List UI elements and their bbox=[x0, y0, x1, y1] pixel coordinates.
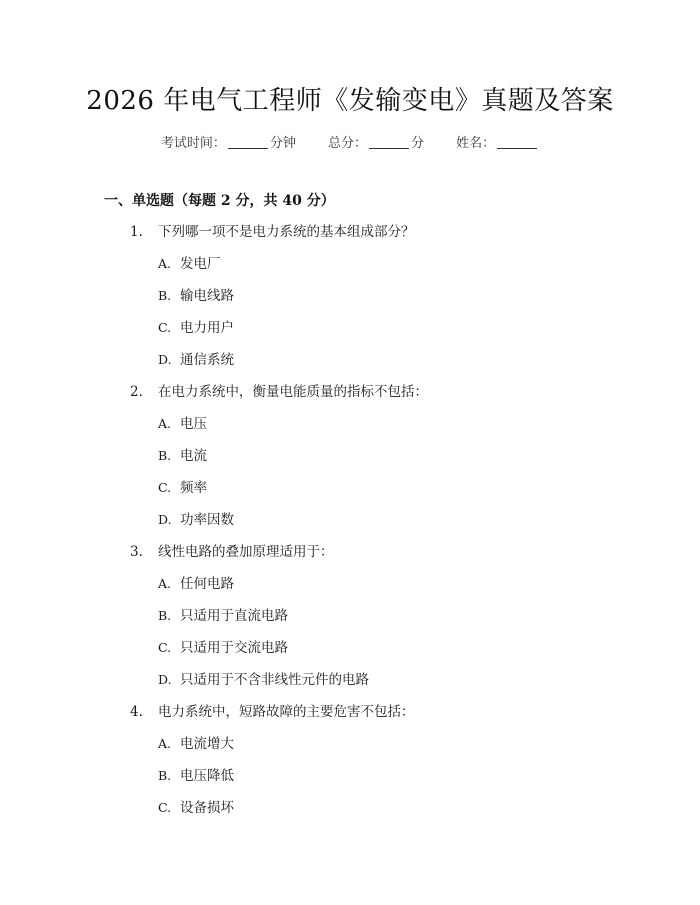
answer-option bbox=[0, 476, 700, 508]
score-label: 总分： bbox=[327, 136, 367, 151]
answer-option bbox=[0, 604, 700, 636]
time-blank bbox=[228, 135, 268, 149]
option-letter: B. bbox=[158, 448, 172, 463]
option-letter: A. bbox=[158, 256, 172, 271]
question-text: 线性电路的叠加原理适用于： bbox=[158, 544, 334, 560]
option-letter: C. bbox=[158, 320, 172, 335]
option-text: 只适用于交流电路 bbox=[180, 640, 288, 656]
time-label: 考试时间： bbox=[160, 136, 226, 151]
option-text: 功率因数 bbox=[180, 512, 234, 528]
option-text: 只适用于直流电路 bbox=[180, 608, 288, 624]
option-text: 只适用于不含非线性元件的电路 bbox=[180, 672, 369, 688]
answer-option bbox=[0, 508, 700, 540]
score-blank bbox=[369, 135, 409, 149]
option-text: 通信系统 bbox=[180, 352, 234, 368]
question-list bbox=[0, 220, 700, 828]
option-letter: A. bbox=[158, 576, 172, 591]
answer-option bbox=[0, 764, 700, 796]
score-field bbox=[328, 132, 424, 151]
answer-option bbox=[0, 348, 700, 380]
question-number: 2. bbox=[130, 384, 143, 400]
question-text: 下列哪一项不是电力系统的基本组成部分？ bbox=[158, 224, 415, 240]
option-letter: D. bbox=[158, 352, 172, 367]
option-letter: C. bbox=[158, 480, 172, 495]
option-letter: D. bbox=[158, 512, 172, 527]
option-text: 电压 bbox=[180, 416, 207, 432]
answer-option bbox=[0, 284, 700, 316]
question-stem bbox=[0, 220, 700, 252]
answer-option bbox=[0, 572, 700, 604]
score-unit: 分 bbox=[411, 136, 425, 151]
option-text: 电流 bbox=[180, 448, 207, 464]
question-stem bbox=[0, 380, 700, 412]
name-field bbox=[456, 132, 539, 151]
question-number: 4. bbox=[130, 704, 143, 720]
exam-meta bbox=[0, 132, 700, 151]
option-letter: A. bbox=[158, 736, 172, 751]
question-number: 3. bbox=[130, 544, 143, 560]
name-blank bbox=[497, 135, 537, 149]
question-text: 电力系统中，短路故障的主要危害不包括： bbox=[158, 704, 415, 720]
time-field bbox=[161, 132, 296, 151]
option-text: 频率 bbox=[180, 480, 207, 496]
option-text: 电力用户 bbox=[180, 320, 234, 336]
question-stem bbox=[0, 540, 700, 572]
answer-option bbox=[0, 444, 700, 476]
option-letter: B. bbox=[158, 608, 172, 623]
answer-option bbox=[0, 252, 700, 284]
section-title: 一、单选题（每题 2 分，共 40 分） bbox=[104, 193, 335, 209]
option-letter: D. bbox=[158, 672, 172, 687]
option-text: 电流增大 bbox=[180, 736, 234, 752]
option-letter: C. bbox=[158, 800, 172, 815]
answer-option bbox=[0, 316, 700, 348]
option-letter: A. bbox=[158, 416, 172, 431]
option-text: 任何电路 bbox=[180, 576, 234, 592]
time-unit: 分钟 bbox=[269, 136, 296, 151]
answer-option bbox=[0, 636, 700, 668]
answer-option bbox=[0, 796, 700, 828]
page-title: 2026 年电气工程师《发输变电》真题及答案 bbox=[86, 86, 614, 116]
question-stem bbox=[0, 700, 700, 732]
option-text: 输电线路 bbox=[180, 288, 234, 304]
answer-option bbox=[0, 412, 700, 444]
answer-option bbox=[0, 732, 700, 764]
answer-option bbox=[0, 668, 700, 700]
option-letter: C. bbox=[158, 640, 172, 655]
option-letter: B. bbox=[158, 768, 172, 783]
name-label: 姓名： bbox=[456, 136, 496, 151]
question-number: 1. bbox=[130, 224, 143, 240]
option-letter: B. bbox=[158, 288, 172, 303]
question-text: 在电力系统中，衡量电能质量的指标不包括： bbox=[158, 384, 428, 400]
option-text: 电压降低 bbox=[180, 768, 234, 784]
option-text: 发电厂 bbox=[180, 256, 221, 272]
option-text: 设备损坏 bbox=[180, 800, 234, 816]
